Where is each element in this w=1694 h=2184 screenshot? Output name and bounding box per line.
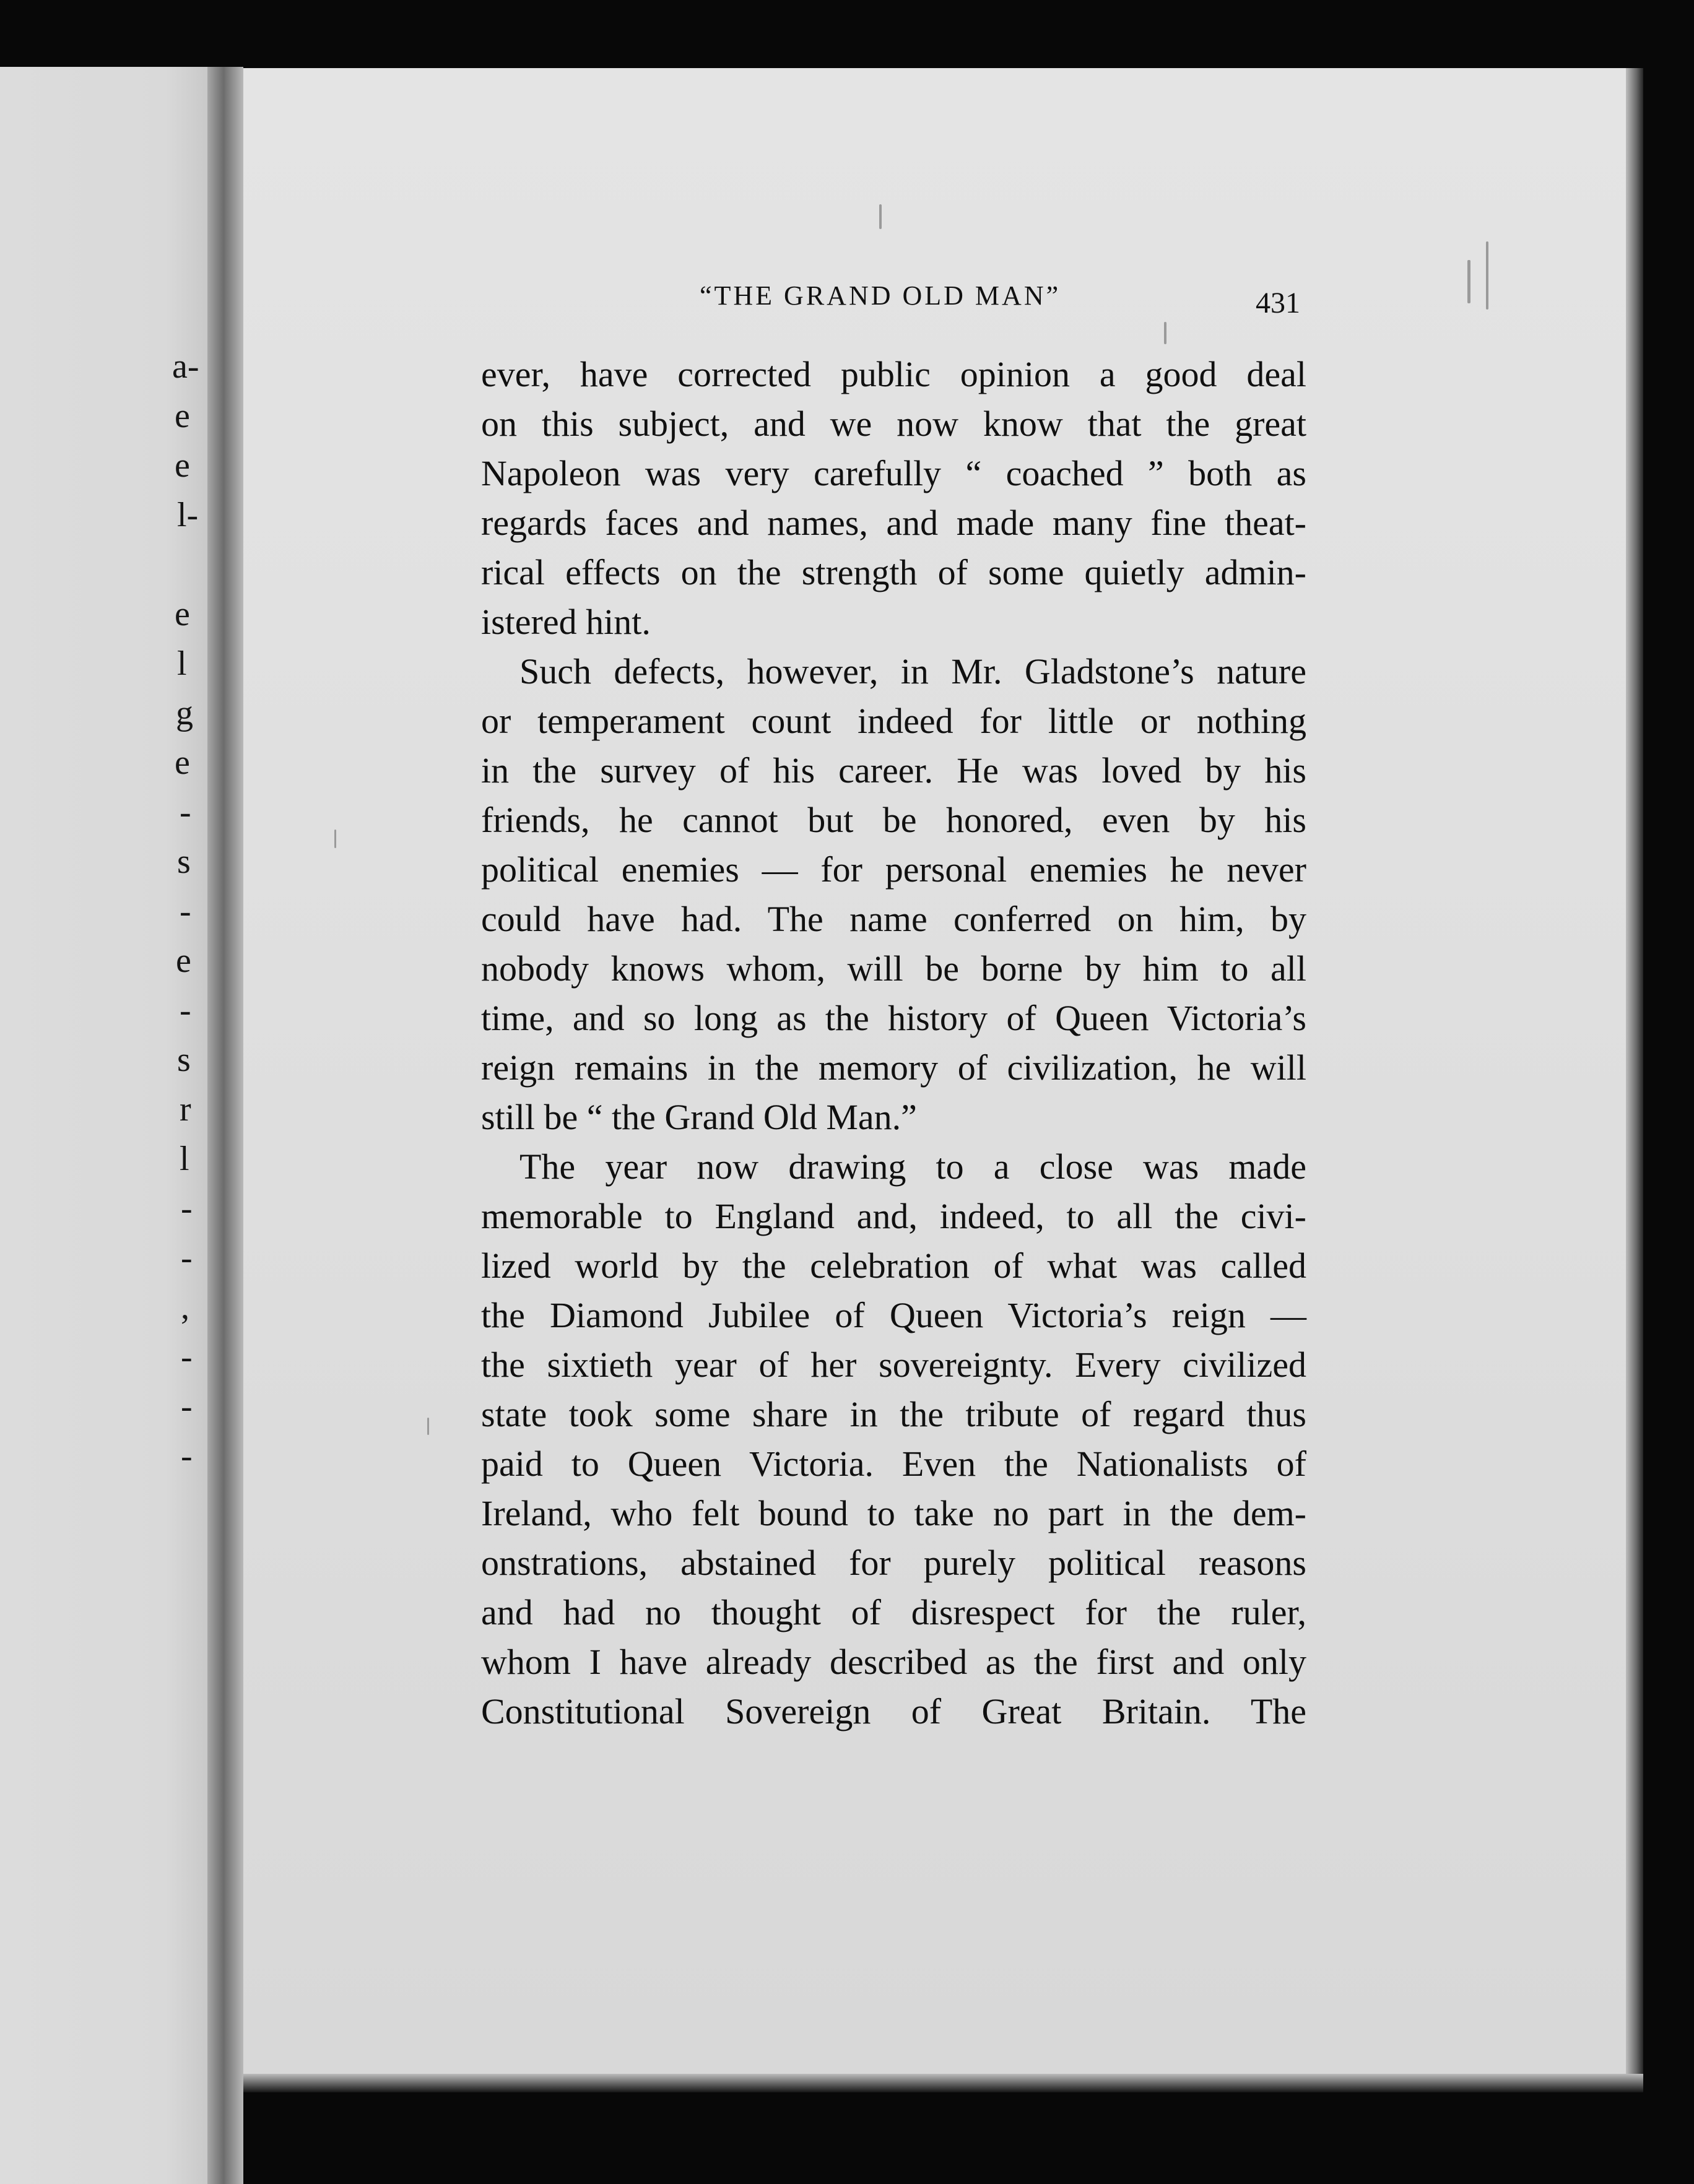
text-line: whom I have already described as the first and only [481,1642,1306,1682]
left-fragment: e [175,446,190,485]
left-fragment: l [180,1140,189,1178]
text-line: lized world by the celebration of what was called [481,1246,1306,1286]
text-line: Ireland, who felt bound to take no part in the dem- [481,1493,1306,1533]
text-line: reign remains in the memory of civilization, he will [481,1047,1306,1088]
scan-speck [1164,322,1166,344]
left-fragment: - [181,1189,193,1228]
text-line: state took some share in the tribute of regard thus [481,1394,1306,1434]
left-fragment: l [177,644,187,683]
text-line: still be “ the Grand Old Man.” [481,1097,917,1137]
text-line: the Diamond Jubilee of Queen Victoria’s reign — [481,1295,1306,1335]
text-line: nobody knows whom, will be borne by him to all [481,948,1306,989]
text-line: ever, have corrected public opinion a good deal [481,354,1306,394]
scan-speck [334,830,336,848]
left-fragment: - [181,1338,193,1376]
text-line: The year now drawing to a close was made [519,1146,1306,1187]
left-fragment: - [180,793,191,831]
text-line: onstrations, abstained for purely political reasons [481,1543,1306,1583]
left-fragment: - [181,1437,193,1475]
text-line: Such defects, however, in Mr. Gladstone’s nature [519,651,1306,691]
left-fragment: - [181,1239,193,1277]
left-fragment: - [180,892,191,930]
scan-speck [1467,260,1470,303]
left-fragment: - [181,1387,193,1426]
scan-speck [427,1418,429,1435]
text-line: Napoleon was very carefully “ coached ” both as [481,453,1306,493]
left-fragment: , [181,1288,189,1327]
running-title: “THE GRAND OLD MAN” [700,280,1061,311]
page-number: 431 [1256,287,1300,319]
text-line: paid to Queen Victoria. Even the Nationalists of [481,1444,1306,1484]
text-line: the sixtieth year of her sovereignty. Every civilized [481,1345,1306,1385]
text-line: or temperament count indeed for little or nothing [481,701,1306,741]
left-fragment: s [177,1041,191,1079]
text-line: in the survey of his career. He was loved by his [481,750,1306,791]
left-fragment: l- [177,496,199,534]
left-fragment: g [176,694,193,732]
left-fragment: - [180,991,191,1029]
left-page-edge [0,67,207,2184]
text-line: political enemies — for personal enemies he never [481,849,1306,890]
text-line: istered hint. [481,602,651,642]
text-line: memorable to England and, indeed, to all the civi- [481,1196,1306,1236]
left-fragment: e [175,397,190,435]
left-fragment: e [175,595,190,633]
left-fragment: s [177,843,191,881]
text-line: rical effects on the strength of some quietly admin- [481,552,1306,592]
left-fragment: r [180,1090,191,1129]
text-line: on this subject, and we now know that the great [481,404,1306,444]
left-fragment: e [176,942,191,980]
bottom-page-shadow [243,2074,1643,2092]
scan-speck [879,204,882,229]
text-line: and had no thought of disrespect for the ruler, [481,1592,1306,1632]
text-line: time, and so long as the history of Queen Victoria’s [481,998,1306,1038]
left-fragment: a- [172,347,199,386]
text-line: friends, he cannot but be honored, even by his [481,800,1306,840]
book-gutter [207,67,243,2184]
text-line: regards faces and names, and made many fine theat- [481,503,1306,543]
left-page-text-fragments [0,67,207,2184]
page-body-text [481,350,1306,1736]
scan-speck [1486,241,1488,310]
text-line: could have had. The name conferred on him, by [481,899,1306,939]
right-page-edge-shadow [1626,68,1643,2074]
text-line: Constitutional Sovereign of Great Britain. The [481,1691,1306,1731]
left-fragment: e [175,743,190,782]
